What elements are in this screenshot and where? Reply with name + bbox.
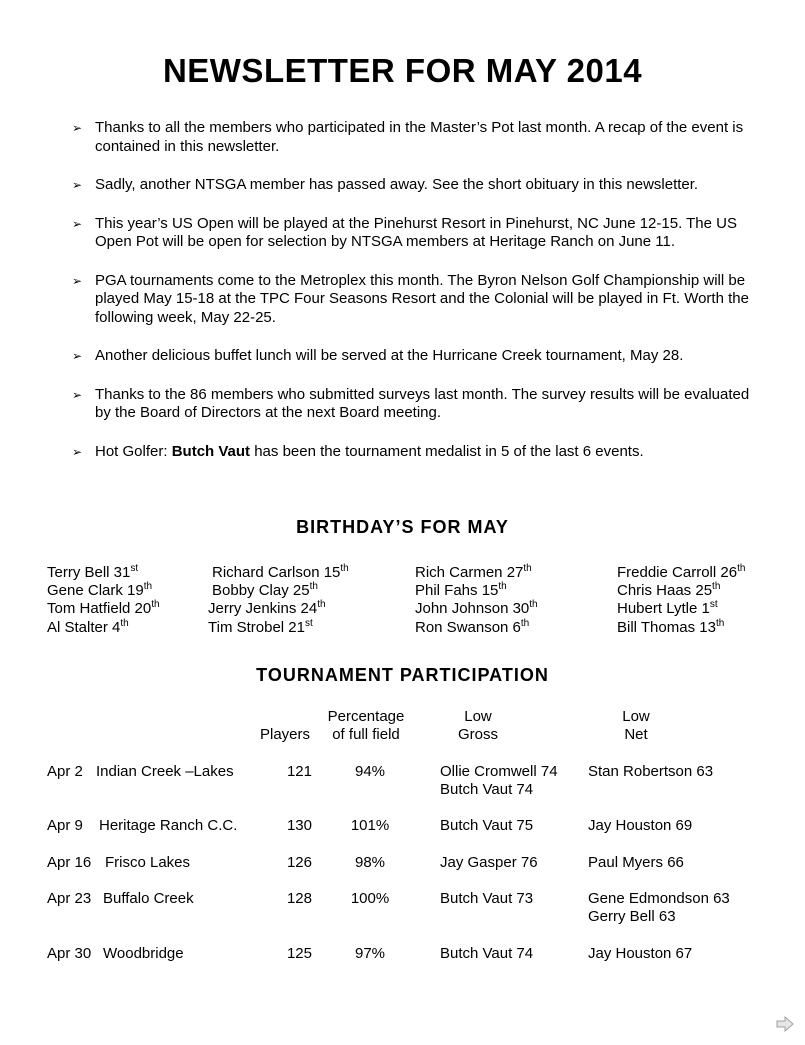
ordinal-suffix: th: [523, 563, 532, 574]
ordinal-suffix: th: [317, 599, 326, 610]
course-name: Frisco Lakes: [105, 854, 191, 871]
low-net-header-line1: Low: [622, 708, 650, 725]
news-bullet: [72, 386, 762, 423]
arrow-bullet-icon: ➢: [72, 121, 83, 135]
low-net-winner: Stan Robertson 63: [588, 763, 714, 780]
birthday-name: Tom Hatfield 20: [47, 600, 152, 617]
birthday-name: Rich Carmen 27: [415, 564, 524, 581]
low-gross-header-line1: Low: [464, 708, 492, 725]
ordinal-suffix: th: [151, 599, 160, 610]
birthday-name: Freddie Carroll 26: [617, 564, 738, 581]
birthday-entry: [47, 564, 138, 581]
bullet-text: PGA tournaments come to the Metroplex this month. The Byron Nelson Golf Championship will be played May 15-18 at the TPC Four Seasons Resort and the Colonial will be played in Ft. Worth the following week, May 22-25.: [95, 271, 749, 326]
birthday-name: Bill Thomas 13: [617, 619, 716, 636]
tournament-heading: TOURNAMENT PARTICIPATION: [256, 665, 549, 685]
bullet-text: This year’s US Open will be played at the Pinehurst Resort in Pinehurst, NC June 12-15. The US Open Pot will be open for selection by NTSGA members at Heritage Ranch on June 11.: [95, 214, 737, 250]
ordinal-suffix: th: [529, 599, 538, 610]
ordinal-suffix: th: [143, 581, 153, 592]
news-bullet: [72, 347, 762, 366]
low-gross-winner: Butch Vaut 73: [440, 890, 534, 907]
birthday-name: Chris Haas 25: [617, 582, 713, 599]
low-gross-winner: Butch Vaut 74: [440, 945, 534, 962]
low-gross-winner: Butch Vaut 74: [440, 781, 534, 798]
birthday-entry: [415, 564, 532, 581]
arrow-bullet-icon: ➢: [72, 178, 83, 192]
birthday-entry: [208, 600, 326, 617]
bullet-text-suffix: has been the tournament medalist in 5 of the last 6 events.: [250, 442, 644, 460]
ordinal-suffix: st: [130, 563, 139, 574]
birthday-name: Gene Clark 19: [47, 582, 144, 599]
news-bullet-list: [72, 119, 762, 481]
players-header: Players: [259, 726, 311, 743]
birthday-entry: [47, 582, 152, 599]
low-net-winner: Gene Edmondson 63: [588, 890, 730, 907]
news-bullet: [72, 176, 762, 195]
birthday-entry: [415, 582, 507, 599]
course-name: Heritage Ranch C.C.: [99, 817, 238, 834]
low-net-winner: Gerry Bell 63: [588, 908, 676, 925]
news-bullet: [72, 443, 762, 462]
birthday-entry: [617, 600, 718, 617]
birthday-name: John Johnson 30: [415, 600, 530, 617]
birthday-entry: [212, 564, 349, 581]
ordinal-suffix: th: [498, 581, 507, 592]
birthday-entry: [212, 582, 318, 599]
birthday-name: Hubert Lytle 1: [617, 600, 710, 617]
event-date: Apr 9: [47, 817, 83, 834]
low-net-header-line2: Net: [624, 726, 648, 743]
event-date: Apr 30: [47, 945, 92, 962]
course-name: Buffalo Creek: [103, 890, 194, 907]
news-bullet: [72, 119, 762, 156]
course-name: Indian Creek –Lakes: [96, 763, 234, 780]
players-count: 126: [286, 854, 312, 871]
bullet-text-prefix: Hot Golfer:: [95, 442, 172, 460]
ordinal-suffix: th: [737, 563, 746, 574]
event-date: Apr 16: [47, 854, 92, 871]
bullet-text: Thanks to all the members who participated in the Master’s Pot last month. A recap of the event is contained in this newsletter.: [95, 119, 744, 155]
ordinal-suffix: th: [340, 563, 349, 574]
arrow-bullet-icon: ➢: [72, 387, 83, 402]
percentage-header-line2: of full field: [332, 726, 400, 743]
arrow-bullet-icon: ➢: [72, 273, 83, 288]
ordinal-suffix: th: [120, 618, 129, 629]
birthday-entry: [617, 582, 720, 599]
page-title: NEWSLETTER FOR MAY 2014: [162, 52, 643, 89]
field-percentage: 98%: [354, 854, 386, 871]
course-name: Woodbridge: [103, 945, 184, 962]
birthday-name: Al Stalter 4: [47, 619, 121, 636]
low-gross-winner: Butch Vaut 75: [440, 817, 534, 834]
birthdays-heading: BIRTHDAY’S FOR MAY: [296, 517, 509, 537]
birthday-entry: [415, 600, 538, 617]
players-count: 130: [286, 817, 312, 834]
players-count: 128: [286, 890, 312, 907]
event-date: Apr 2: [47, 763, 83, 780]
arrow-bullet-icon: ➢: [72, 349, 83, 363]
news-bullet: [72, 272, 762, 328]
arrow-bullet-icon: ➢: [72, 216, 83, 231]
birthday-entry: [617, 564, 745, 581]
birthday-entry: [47, 600, 160, 617]
arrow-bullet-icon: ➢: [72, 444, 83, 459]
news-bullet: [72, 215, 762, 252]
ordinal-suffix: th: [715, 618, 725, 629]
ordinal-suffix: st: [709, 599, 718, 610]
ordinal-suffix: th: [309, 581, 318, 592]
ordinal-suffix: th: [712, 581, 721, 592]
birthday-name: Bobby Clay 25: [212, 582, 310, 599]
birthday-name: Tim Strobel 21: [208, 619, 305, 636]
ordinal-suffix: th: [520, 618, 530, 629]
birthday-name: Ron Swanson 6: [415, 619, 521, 636]
birthday-entry: [415, 619, 529, 636]
players-count: 125: [286, 945, 312, 962]
hot-golfer-name: Butch Vaut: [171, 442, 251, 460]
bullet-text: Another delicious buffet lunch will be served at the Hurricane Creek tournament, May 28.: [95, 347, 684, 364]
event-date: Apr 23: [47, 890, 92, 907]
birthday-name: Richard Carlson 15: [212, 564, 341, 581]
ordinal-suffix: st: [304, 618, 313, 629]
field-percentage: 97%: [354, 945, 386, 962]
low-net-winner: Paul Myers 66: [588, 854, 684, 871]
low-gross-winner: Jay Gasper 76: [440, 854, 538, 871]
players-count: 121: [286, 763, 312, 780]
birthday-entry: [617, 619, 724, 636]
bullet-text: Thanks to the 86 members who submitted surveys last month. The survey results will be evaluated by the Board of Directors at the next Board meeting.: [95, 385, 750, 421]
bullet-text: [95, 443, 762, 462]
field-percentage: 94%: [354, 763, 386, 780]
birthday-entry: [208, 619, 313, 636]
low-gross-header-line2: Gross: [457, 726, 498, 743]
bullet-text: Sadly, another NTSGA member has passed away. See the short obituary in this newsletter.: [95, 176, 699, 193]
birthday-name: Phil Fahs 15: [415, 582, 499, 599]
field-percentage: 101%: [350, 817, 390, 834]
percentage-header-line1: Percentage: [327, 708, 405, 725]
birthday-name: Jerry Jenkins 24: [208, 600, 318, 617]
low-net-winner: Jay Houston 67: [588, 945, 693, 962]
field-percentage: 100%: [350, 890, 390, 907]
low-net-winner: Jay Houston 69: [588, 817, 693, 834]
next-page-arrow-icon[interactable]: [776, 1016, 794, 1032]
birthday-entry: [47, 619, 129, 636]
low-gross-winner: Ollie Cromwell 74: [440, 763, 558, 780]
birthday-name: Terry Bell 31: [47, 564, 131, 581]
